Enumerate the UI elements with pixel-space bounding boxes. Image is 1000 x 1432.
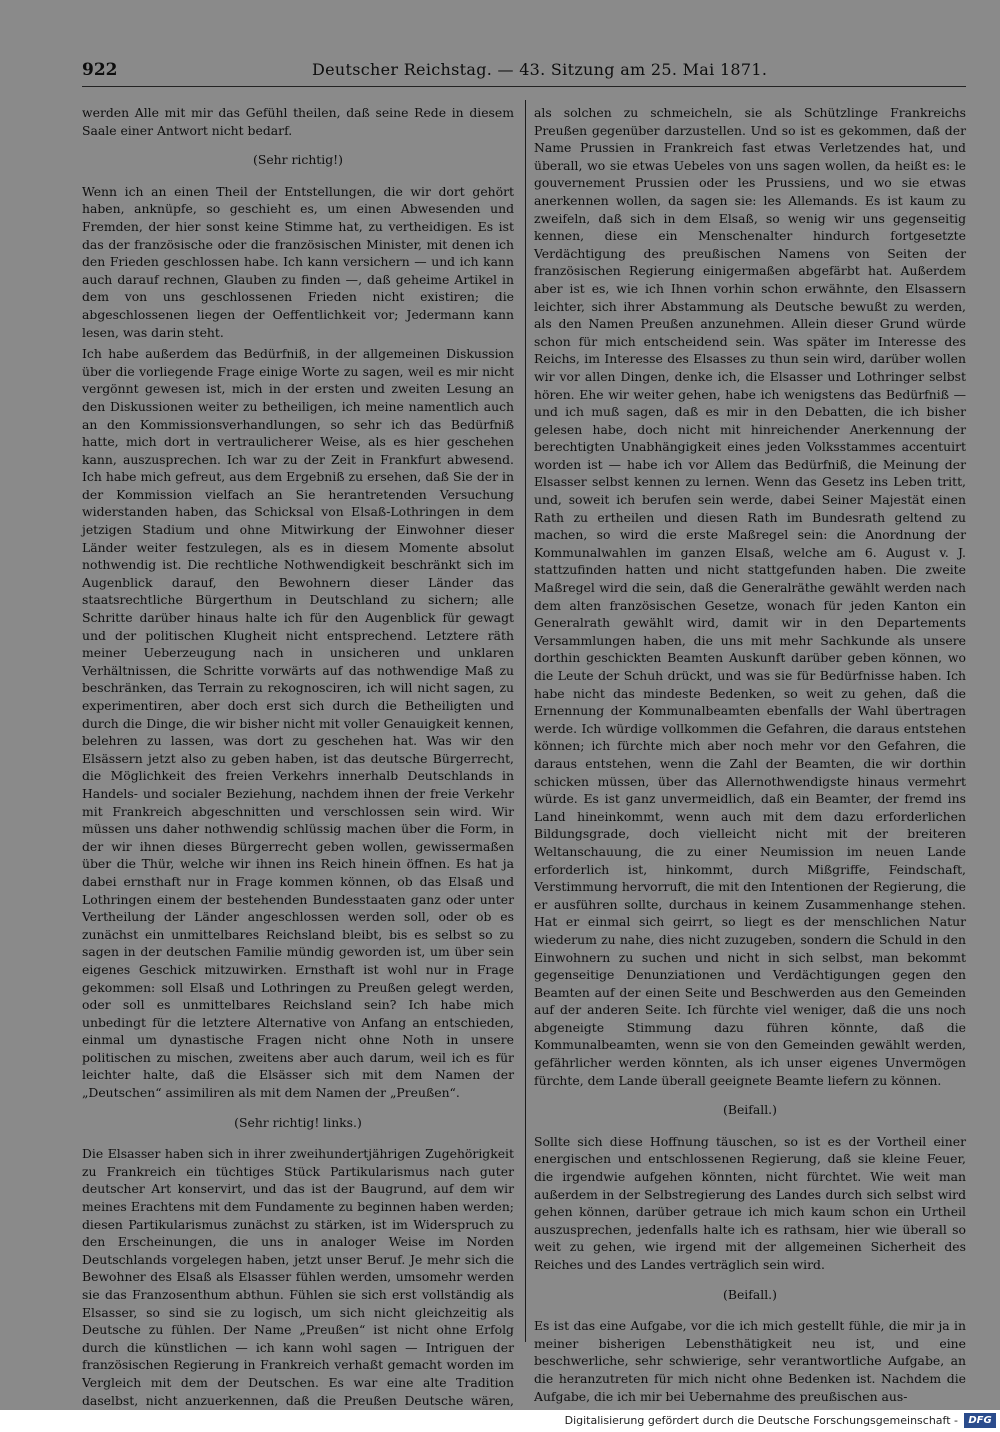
interjection: (Sehr richtig!) bbox=[253, 152, 343, 168]
left-column bbox=[82, 104, 514, 1408]
page-number: 922 bbox=[82, 60, 118, 80]
running-head: Deutscher Reichstag. — 43. Sitzung am 25. Mai 1871. bbox=[312, 60, 768, 79]
interjection: (Beifall.) bbox=[723, 1286, 777, 1302]
paragraph: Es ist das eine Aufgabe, vor die ich mich gestellt fühle, die mir ja in meiner bisherigen Lebensthätigkeit neu ist, und eine beschwerliche, sehr schwierige, sehr verantwortliche Aufgabe, an die heranzutreten für mich nicht ohne Bedenken ist. Nachdem die Aufgabe, die ich mir bei Uebernahme des preußischen aus- bbox=[534, 1318, 966, 1404]
paragraph: Wenn ich an einen Theil der Entstellungen, die wir dort gehört haben, anknüpfe, so geschieht es, um einen Abwesenden und Fremden, der hier sonst keine Stimme hat, zu vertheidigen. Es ist das der französische oder die französischen Minister, mit denen ich den Frieden geschlossen habe. Ich kann versichern — und ich kann auch darauf rechnen, Glauben zu finden —, daß geheime Artikel in dem von uns geschlossenen Frieden nicht existiren; die abgeschlossenen liegen der Oeffentlichkeit vor; Jedermann kann lesen, was darin steht. bbox=[82, 183, 514, 340]
paragraph: als solchen zu schmeicheln, sie als Schützlinge Frankreichs Preußen gegenüber darzustellen. Und so ist es gekommen, daß der Name Prussien in Frankreich fast etwas Verletzendes hat, und überall, wo sie etwas Uebeles von uns sagen wollen, da heißt es: le gouvernement Prussien oder les Prussiens, und wo sie etwas anerkennen wollen, da sagen sie: les Allemands. Es ist kaum zu zweifeln, daß sich in dem Elsaß, so wenig wir uns gegenseitig kennen, diese ein Menschenalter hindurch fortgesetzte Verdächtigung des preußischen Namens von Seiten der französischen Regierung einigermaßen abgefärbt hat. Außerdem aber ist es, wie ich Ihnen vorhin schon erwähnte, den Elsassern leichter, sich ihrer Abstammung als Deutsche bewußt zu werden, als den Namen Preußen anzunehmen. Allein dieser Grund würde schon für mich entscheidend sein. Was später im Interesse des Reichs, im Interesse des Elsasses zu thun sein wird, darüber wollen wir vor allen Dingen, denke ich, die Elsasser und Lothringer selbst hören. Ehe wir weiter gehen, habe ich wenigstens das Bedürfniß — und ich muß sagen, daß es mir in den Debatten, die ich bisher gelesen habe, doch nicht mit hinreichender Anerkennung der berechtigten Unabhängigkeit eines jeden Volksstammes accentuirt worden ist — habe ich vor Allem das Bedürfniß, die Meinung der Elsasser selbst kennen zu lernen. Wenn das Gesetz ins Leben tritt, und, soweit ich berufen sein werde, dabei Seiner Majestät einen Rath zu ertheilen und diesen Rath im Bundesrath geltend zu machen, so wird die erste Maßregel sein: die Anordnung der Kommunalwahlen im ganzen Elsaß, welche am 6. August v. J. stattzufinden hatten und nicht stattgefunden haben. Die zweite Maßregel wird die sein, daß die Generalräthe gewählt werden nach dem alten französischen Gesetze, wonach für jeden Kanton ein Generalrath gewählt wird, damit wir in den Departements Versammlungen haben, die uns mit mehr Sachkunde als unsere dorthin geschickten Beamten Auskunft darüber geben können, wo die Leute der Schuh drückt, und was sie für Bedürfnisse haben. Ich habe nicht das mindeste Bedenken, so weit zu gehen, daß die Ernennung der Kommunalbeamten ebenfalls der Wahl übertragen werde. Ich würdige vollkommen die Gefahren, die daraus entstehen können; ich fürchte mich aber noch mehr vor den Gefahren, die daraus entstehen, wenn die Zahl der Beamten, die wir dorthin schicken müssen, über das Allernothwendigste hinaus vermehrt würde. Es ist ganz unvermeidlich, daß ein Beamter, der fremd ins Land hineinkommt, wenn auch mit dem dazu erforderlichen Bildungsgrade, doch vielleicht nicht mit der breiteren Weltanschauung, die zu einer Neumission im neuen Lande erforderlich ist, hinkommt, durch Mißgriffe, Feindschaft, Verstimmung hervorruft, die mit den Intentionen der Regierung, die er ausführen sollte, durchaus in keinem Zusammenhange stehen. Hat er einmal sich geirrt, so liegt es der menschlichen Natur wiederum zu nahe, dies nicht zuzugeben, sondern die Schuld in den Einwohnern zu suchen und nicht in sich selbst, man bekommt gegenseitige Denunziationen und Verdächtigungen gegen den Beamten auf der einen Seite und Beschwerden aus den Gemeinden auf der anderen Seite. Ich fürchte viel weniger, daß die uns noch abgeneigte Stimmung dazu führen könnte, daß die Kommunalbeamten, wenn sie von den Gemeinden gewählt werden, gefährlicher werden könnten, als ich unser eigenes Unvermögen fürchte, dem Lande überall geeignete Beamte liefern zu können. bbox=[534, 105, 966, 1088]
interjection: (Beifall.) bbox=[723, 1102, 777, 1118]
header-rule bbox=[82, 86, 966, 87]
paragraph: Ich habe außerdem das Bedürfniß, in der allgemeinen Diskussion über die vorliegende Frage einige Worte zu sagen, weil es mir nicht vergönnt gewesen ist, mich in der ersten und zweiten Lesung an den Diskussionen weiter zu betheiligen, ich meine namentlich auch an den Kommissionsverhandlungen, so sehr ich das Bedürfniß hatte, mich dort in vertraulicherer Weise, als es hier geschehen kann, auszusprechen. Ich war zu der Zeit in Frankfurt abwesend. Ich habe mich gefreut, aus dem Ergebniß zu ersehen, daß Sie der in der Kommission vielfach an Sie herantretenden Versuchung widerstanden haben, das Schicksal von Elsaß-Lothringen in dem jetzigen Stadium und ohne Mitwirkung der Einwohner dieser Länder weiter festzulegen, als es in diesem Momente absolut nothwendig ist. Die rechtliche Nothwendigkeit beschränkt sich im Augenblick darauf, den Bewohnern dieser Länder das staatsrechtliche Bürgerthum in Deutschland zu sichern; alle Schritte darüber hinaus halte ich für den Augenblick für gewagt und der politischen Klugheit nicht entsprechend. Letztere räth meiner Ueberzeugung nach in unsicheren und unklaren Verhältnissen, die Schritte vorwärts auf das nothwendige Maß zu beschränken, das Terrain zu rekognosciren, ich will nicht sagen, zu experimentiren, aber doch erst sich durch die Betheiligten und durch die Dinge, die wir bisher nicht mit voller Genauigkeit kennen, belehren zu lassen, was dort zu geschehen hat. Was wir den Elsässern jetzt also zu geben haben, ist das deutsche Bürgerrecht, die Möglichkeit des freien Verkehrs innerhalb Deutschlands in Handels- und socialer Beziehung, nachdem ihnen der freie Verkehr mit Frankreich abgeschnitten und verschlossen sein wird. Wir müssen uns daher nothwendig schlüssig machen über die Form, in der wir ihnen dieses Bürgerrecht geben wollen, gewissermaßen über die Thür, welche wir ihnen ins Reich hinein öffnen. Es hat ja dabei ernsthaft nur in Frage kommen können, ob das Elsaß und Lothringen einem der bestehenden Bundesstaaten ganz oder unter Vertheilung der Länder angeschlossen werden soll, oder ob es zunächst ein unmittelbares Reichsland bleibt, bis es selbst so zu sagen in der deutschen Familie mündig geworden ist, um über sein eigenes Geschick mitzuwirken. Ernsthaft ist wohl nur in Frage gekommen: soll Elsaß und Lothringen zu Preußen gelegt werden, oder soll es unmittelbares Reichsland sein? Ich habe mich unbedingt für die letztere Alternative von Anfang an entschieden, einmal um dynastische Fragen nicht ohne Noth in unsere politischen zu mischen, zweitens aber auch darum, weil ich es für leichter halte, daß die Elsässer sich mit dem Namen der „Deutschen“ assimiliren als mit dem Namen der „Preußen“. bbox=[82, 346, 514, 1101]
column-divider bbox=[525, 100, 526, 1342]
paragraph: Die Elsasser haben sich in ihrer zweihundertjährigen Zugehörigkeit zu Frankreich ein tüchtiges Stück Partikularismus nach guter deutscher Art konservirt, und das ist der Baugrund, auf dem wir meines Erachtens mit dem Fundamente zu beginnen haben werden; diesen Partikularismus zunächst zu stärken, ist im Widerspruch zu den Erscheinungen, die uns in analoger Weise im Norden Deutschlands vorgelegen haben, jetzt unser Beruf. Je mehr sich die Bewohner des Elsaß als Elsasser fühlen werden, umsomehr werden sie das Franzosenthum abthun. Fühlen sie sich erst vollständig als Elsasser, so sind sie zu logisch, um sich nicht gleichzeitig als Deutsche zu fühlen. Der Name „Preußen“ ist nicht ohne Erfolg durch die künstlichen — ich kann wohl sagen — Intriguen der französischen Regierung in Frankreich verhaßt gemacht worden im Vergleich mit dem der Deutschen. Es war eine alte Tradition daselbst, nicht anzuerkennen, daß die Preußen Deutsche wären, bbox=[82, 1146, 514, 1408]
right-column bbox=[534, 104, 966, 1404]
page-header bbox=[82, 60, 966, 86]
funding-notice: Digitalisierung gefördert durch die Deutsche Forschungsgemeinschaft - bbox=[564, 1414, 958, 1427]
paragraph: Sollte sich diese Hoffnung täuschen, so ist es der Vortheil einer energischen und entschlossenen Regierung, daß sie kleine Feuer, die irgendwie aufgehen könnten, nicht fürchtet. Wie weit man außerdem in der Selbstregierung des Landes durch sich selbst wird gehen können, darüber getraue ich mich kaum schon ein Urtheil auszusprechen, jedenfalls halte ich es rathsam, hier wie überall so weit zu gehen, wie irgend mit der allgemeinen Sicherheit des Reiches und des Landes verträglich sein wird. bbox=[534, 1133, 966, 1272]
paragraph: werden Alle mit mir das Gefühl theilen, daß seine Rede in diesem Saale einer Antwort nicht bedarf. bbox=[82, 105, 514, 138]
interjection: (Sehr richtig! links.) bbox=[234, 1114, 362, 1130]
dfg-logo: DFG bbox=[964, 1413, 996, 1428]
footer-bar bbox=[0, 1410, 1000, 1432]
